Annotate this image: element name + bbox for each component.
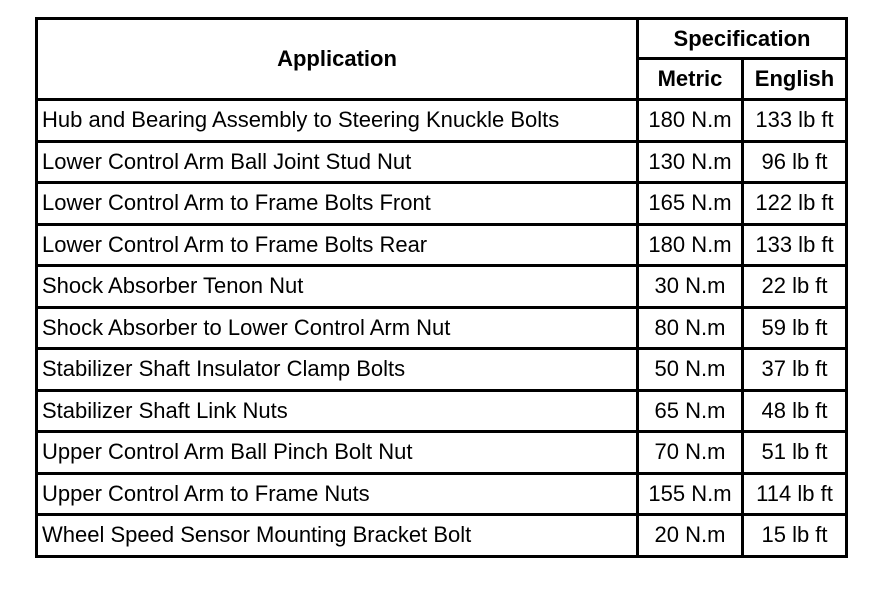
cell-metric: 165 N.m bbox=[639, 184, 741, 223]
cell-application: Hub and Bearing Assembly to Steering Knuckle Bolts bbox=[38, 101, 636, 140]
cell-metric: 30 N.m bbox=[639, 267, 741, 306]
header-english: English bbox=[744, 60, 845, 98]
cell-english: 51 lb ft bbox=[744, 433, 845, 472]
table-row bbox=[38, 184, 845, 223]
table-row bbox=[38, 516, 845, 555]
cell-english: 59 lb ft bbox=[744, 309, 845, 348]
cell-application: Lower Control Arm to Frame Bolts Rear bbox=[38, 226, 636, 265]
table-row bbox=[38, 309, 845, 348]
cell-english: 48 lb ft bbox=[744, 392, 845, 431]
table-body bbox=[38, 101, 845, 555]
cell-metric: 70 N.m bbox=[639, 433, 741, 472]
cell-metric: 80 N.m bbox=[639, 309, 741, 348]
table-row bbox=[38, 101, 845, 140]
cell-english: 37 lb ft bbox=[744, 350, 845, 389]
table-row bbox=[38, 350, 845, 389]
cell-english: 22 lb ft bbox=[744, 267, 845, 306]
table-row bbox=[38, 475, 845, 514]
table-header bbox=[38, 20, 845, 98]
torque-specification-table bbox=[35, 17, 848, 558]
cell-application: Shock Absorber Tenon Nut bbox=[38, 267, 636, 306]
table-row bbox=[38, 143, 845, 182]
cell-metric: 65 N.m bbox=[639, 392, 741, 431]
header-metric: Metric bbox=[639, 60, 741, 98]
cell-metric: 180 N.m bbox=[639, 226, 741, 265]
table-row bbox=[38, 267, 845, 306]
cell-application: Shock Absorber to Lower Control Arm Nut bbox=[38, 309, 636, 348]
cell-metric: 155 N.m bbox=[639, 475, 741, 514]
cell-application: Upper Control Arm to Frame Nuts bbox=[38, 475, 636, 514]
cell-application: Wheel Speed Sensor Mounting Bracket Bolt bbox=[38, 516, 636, 555]
cell-metric: 130 N.m bbox=[639, 143, 741, 182]
table-row bbox=[38, 226, 845, 265]
cell-application: Upper Control Arm Ball Pinch Bolt Nut bbox=[38, 433, 636, 472]
cell-metric: 20 N.m bbox=[639, 516, 741, 555]
cell-english: 96 lb ft bbox=[744, 143, 845, 182]
header-application: Application bbox=[38, 20, 636, 98]
cell-english: 133 lb ft bbox=[744, 101, 845, 140]
table-row bbox=[38, 433, 845, 472]
cell-application: Stabilizer Shaft Link Nuts bbox=[38, 392, 636, 431]
header-specification: Specification bbox=[639, 20, 845, 57]
cell-application: Lower Control Arm to Frame Bolts Front bbox=[38, 184, 636, 223]
cell-english: 114 lb ft bbox=[744, 475, 845, 514]
cell-application: Stabilizer Shaft Insulator Clamp Bolts bbox=[38, 350, 636, 389]
cell-application: Lower Control Arm Ball Joint Stud Nut bbox=[38, 143, 636, 182]
cell-metric: 180 N.m bbox=[639, 101, 741, 140]
cell-metric: 50 N.m bbox=[639, 350, 741, 389]
cell-english: 133 lb ft bbox=[744, 226, 845, 265]
table-row bbox=[38, 392, 845, 431]
cell-english: 15 lb ft bbox=[744, 516, 845, 555]
cell-english: 122 lb ft bbox=[744, 184, 845, 223]
